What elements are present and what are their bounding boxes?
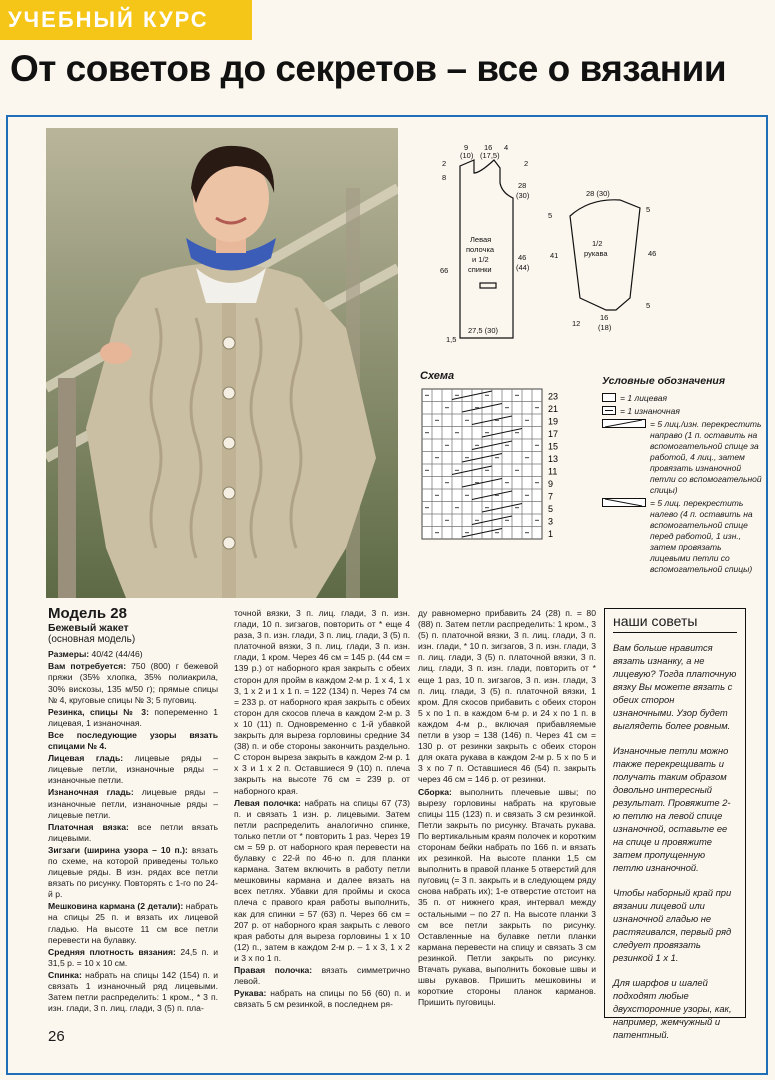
article-paragraph (234, 988, 410, 1010)
paragraph-heading: Вам потребуется: (48, 661, 127, 672)
dim-text: 5 (548, 211, 553, 220)
paragraph-text: выполнить плечевые швы; по вырезу горловины набрать на круговые спицы 115 (123) п. и связать 3 см резинкой. Петли закрыть по рисунку. Втачать рукава. По вертикальным краям полочек и коротким сторонам бейки набрать по 166 п. и вязать их резинкой. На высоте планки 1,5 см выполнить в правой планке 5 отверстий для пуговиц (= 3 п. закрыть и в следующем ряду снова набрать их); 1-е отверстие отстоит на 35 п. от нижнего края, интервал между остальными – по 27 п. На высоте планки 3 см все петли закрыть по рисунку. Оставленные на булавке петли планки кармана перевести на спицу и связать 3 см резинкой. Петли закрыть по рисунку. Втачать рукава, выполнить боковые швы и швы рукавов. Пришить мешковины и короткие стороны планок карманов. Пришить пуговицы. (418, 786, 596, 1008)
sleeve-label: 1/2 (592, 239, 603, 248)
row-number: 13 (548, 454, 559, 464)
tip-paragraph: Вам больше нравится вязать изнанку, а не лицевую? Тогда платочную вязку Вы можете вязать с обеих сторон изнаночными. Узор будет выглядеть более ровным. (613, 642, 737, 731)
row-number: 21 (548, 404, 559, 414)
section-label: УЧЕБНЫЙ КУРС (8, 7, 209, 32)
dim-text: (18) (598, 323, 612, 332)
article-paragraph (234, 965, 410, 987)
chart-title: Схема (420, 370, 455, 382)
paragraph-heading: Сборка: (418, 786, 452, 797)
paragraph-text: 40/42 (44/46) (89, 649, 143, 660)
dim-text: (30) (516, 191, 530, 200)
article-paragraph (48, 947, 218, 969)
dim-text: (17,5) (480, 151, 500, 160)
stitch-chart-svg (420, 385, 600, 545)
page-title: От советов до секретов – все о вязании (10, 48, 727, 89)
article-paragraph (48, 730, 218, 752)
sleeve-label: рукава (584, 249, 608, 258)
paragraph-text: точной вязки, 3 п. лиц. глади, 3 п. изн. глади, 10 п. зигзагов, повторить от * еще 4 раза, 3 п. изн. глади, 3 п. лиц. глади, 3 (5) п. платочной вязки, 3 п. лиц. глади, 3 п. изн. глади, 1 кром. Через 46 см = 145 р. (44 см = 139 р.) от наборного края закрыть с обеих сторон для пройм в каждом 2-м р. 1 х 4, 1 х 3, 1 х 2 и 1 х 1 п. = 122 (134) п. Через 74 см = 233 р. от наборного края закрыть с обеих сторон для скосов плеча в каждом 2-м р. 3 х 10 (11) п. Одновременно с 1-й убавкой закрыть для выреза горловины средние 34 (38) п. и обе стороны закончить раздельно. С сторон выреза закрыть в каждом 2-м р. 1 х 3 и 1 х 2 п. Оставшиеся 9 (10) п. плеча закрыть на высоте 76 см = 239 р. от наборного края. (234, 608, 410, 796)
tip-paragraph: Для шарфов и шалей подходят любые двухсторонние узоры, как, например, жемчужный и патентный. (613, 977, 732, 1040)
row-number: 11 (548, 466, 558, 477)
row-number: 23 (548, 391, 559, 402)
front-label: и 1/2 (472, 255, 489, 264)
photo-illustration (46, 128, 398, 598)
front-label: спинки (468, 265, 492, 274)
page-number: 26 (48, 1028, 65, 1045)
dim-text: 2 (442, 159, 447, 168)
article-column-1 (48, 605, 219, 1015)
paragraph-text: лицевые ряды – лицевые петли, изнаночные ряды – изнаночные петли. (48, 753, 218, 786)
row-number: 19 (548, 416, 559, 427)
dim-text: 8 (442, 173, 447, 182)
article-paragraph (48, 707, 218, 729)
tips-box (604, 608, 746, 1040)
garment-schematics (420, 138, 760, 383)
row-number: 7 (548, 491, 554, 502)
article-paragraph (48, 649, 218, 660)
legend-text: = 5 лиц. перекрестить налево (4 п. оставить на вспомогательной спице перед работой, 1 изн., затем провязать лицевыми петли со вспомогательной спицы) (650, 498, 753, 574)
paragraph-heading: Резинка, спицы № 3: (48, 706, 149, 717)
article-paragraph (234, 798, 410, 964)
front-label: Левая (470, 235, 492, 244)
column-body (234, 608, 410, 1010)
row-number: 17 (548, 429, 559, 439)
paragraph-heading: Изнаночная гладь: (48, 787, 134, 798)
dim-text: 27,5 (30) (468, 326, 499, 335)
legend-text: = 5 лиц./изн. перекрестить направо (1 п. оставить на вспомогательной спице за работой, 4 лиц., затем провязать изнаночной петли со вспомогательной спицы) (650, 419, 762, 495)
article-paragraph (48, 787, 218, 820)
dim-text: 66 (440, 266, 449, 275)
paragraph-heading: Спинка: (48, 969, 82, 980)
article-paragraph (418, 787, 596, 1009)
paragraph-heading: Мешковина кармана (2 детали): (48, 901, 184, 912)
model-subtitle-note: (основная модель) (48, 634, 136, 646)
legend-text: = 1 лицевая (620, 393, 668, 403)
model-photo (46, 128, 398, 598)
article-column-3 (418, 608, 596, 1009)
paragraph-text: набрать на спицы 67 (73) п. и связать 1 изн. р. лицевыми. Затем петли распределить аналогично спинке, только петли от * повторить 1 раз. Через 19 см = 59 р. от наборного края перевести на булавку с 22-й по 46-ю п. для планки кармана. Затем включить в работу петли мешковины кармана и далее вязать на всех петлях. Убавки для проймы и скоса плеча с правого края работы выполнить, как для спинки = 57 (63) п. Через 66 см = 207 р. от наборного края закрыть с левого края работы для выреза горловины 1 х 10 (12) п., затем в каждом 2-м р. – 1 х 3, 1 х 2 и 3 х по 1 п. (234, 797, 410, 963)
dim-text: 46 (648, 249, 657, 258)
paragraph-heading: Средняя плотность вязания: (48, 946, 176, 957)
row-number: 15 (548, 441, 559, 452)
front-label: полочка (466, 245, 495, 254)
tip-paragraph: Изнаночные петли можно также перекрещивать и получать таким образом довольно интересный результат. Провяжите 2-ю петлю на левой спице изнаночной, оставьте ее на спице и провяжите затем пропущенную петлю изнаночной. (613, 745, 731, 873)
paragraph-text: ду равномерно прибавить 24 (28) п. = 80 (88) п. Затем петли распределить: 1 кром., 3 (5) п. платочной вязки, 3 п. лиц. глади, 3 п. изн. глади, * 10 п. зигзагов, 3 п. изн. глади, 3 п. лиц. глади, 3 (5) п. платочной вязки, 3 п. лиц. глади, 3 п. изн. глади, повторить от * еще 1 раз, 10 п. зигзагов, 3 п. изн. глади, 3 п. лиц. глади, 3 (5) п. платочной вязки, 1 кром. Для скосов прибавить с обеих сторон 5 х по 1 п. в каждом 6-м р. и 24 х по 1 п. в каждом 4-м р., включая прибавляемые петли в узор = 138 (146) п. Через 41 см = 130 р. от резинки закрыть с обеих сторон для оката рукава в каждом 2-м р. 5 х по 5 и 3 х по 7 п. Оставшиеся 46 (54) п. закрыть через 46 см = 146 р. от резинки. (418, 608, 596, 785)
legend-item (602, 419, 762, 496)
schematic-svg (420, 138, 760, 383)
article-paragraph (48, 845, 218, 900)
dim-text: 1,5 (446, 335, 457, 344)
paragraph-heading: Все последующие узоры вязать спицами № 4. (48, 729, 218, 752)
row-number: 5 (548, 504, 554, 514)
paragraph-heading: Рукава: (234, 988, 267, 999)
dim-text: 5 (646, 301, 651, 310)
dim-text: 41 (550, 251, 559, 260)
paragraph-text: 750 (800) г бежевой пряжи (35% хлопка, 35% полиакрила, 30% вискозы, 135 м/50 г); прямые спицы № 4, круговые спицы № 3; 5 пуговиц. (48, 661, 219, 705)
row-number: 1 (548, 529, 554, 539)
dim-text: 5 (646, 205, 651, 214)
article-paragraph (418, 608, 596, 786)
column-body (418, 608, 596, 1008)
dim-text: 2 (524, 159, 529, 168)
article-paragraph (48, 822, 218, 844)
paragraph-heading: Платочная вязка: (48, 821, 129, 832)
article-paragraph (48, 753, 218, 786)
paragraph-heading: Лицевая гладь: (48, 753, 124, 764)
row-number: 9 (548, 479, 554, 489)
paragraph-heading: Левая полочка: (234, 797, 301, 808)
dim-text: 28 (30) (586, 189, 610, 198)
stitch-chart (420, 385, 600, 545)
article-paragraph (48, 970, 218, 1014)
dim-text: (10) (460, 151, 474, 160)
cross-right-symbol-icon (602, 419, 646, 428)
cross-left-symbol-icon (602, 498, 646, 507)
paragraph-text: набрать на спицы 142 (154) п. и связать 1 изнаночный ряд лицевыми. Затем петли распределить: 1 кром., * 3 п. изн. глади, 3 п. лиц. глади, 3 (5) п. пла- (48, 969, 218, 1014)
legend-item (602, 393, 762, 404)
dim-text: 16 (484, 143, 493, 152)
legend-item (602, 498, 762, 575)
tips-title: наши советы (613, 615, 737, 633)
section-tab (0, 0, 252, 40)
paragraph-text: набрать на спицы по 56 (60) п. и связать 5 см резинкой, в последнем ря- (234, 988, 410, 1010)
column-body (48, 649, 218, 1014)
purl-symbol-icon (602, 406, 616, 415)
dim-text: 4 (504, 143, 509, 152)
legend (602, 376, 762, 577)
paragraph-heading: Размеры: (48, 649, 90, 660)
article-paragraph (48, 661, 218, 705)
paragraph-text: лицевые ряды – изнаночные петли, изнаночные ряды – лицевые петли. (48, 787, 218, 820)
paragraph-text: все петли вязать лицевыми. (48, 821, 218, 843)
row-number: 3 (548, 516, 554, 527)
paragraph-text: попеременно 1 лицевая, 1 изнаночная. (48, 706, 218, 728)
dim-text: 12 (572, 319, 581, 328)
dim-text: 9 (464, 143, 469, 152)
legend-item (602, 406, 762, 417)
article-paragraph (234, 608, 410, 797)
paragraph-heading: Правая полочка: (234, 965, 313, 975)
paragraph-text: вязать по схеме, на которой приведены только лицевые ряды. В изн. рядах все петли вязать по рисунку. Повторять с 1-го по 24-й р. (48, 844, 218, 900)
model-title: Модель 28 (48, 605, 127, 622)
model-subtitle: Бежевый жакет (48, 622, 129, 635)
article-paragraph (48, 901, 218, 945)
dim-text: (44) (516, 263, 530, 272)
tip-paragraph: Чтобы наборный край при вязании лицевой или изнаночной гладью не растягивался, первый ряд следует провязать резинкой 1 х 1. (613, 887, 732, 963)
legend-title: Условные обозначения (602, 375, 726, 387)
dim-text: 46 (518, 253, 527, 262)
legend-text: = 1 изнаночная (620, 406, 680, 416)
dim-text: 28 (518, 181, 527, 190)
paragraph-text: вязать симметрично левой. (234, 965, 410, 987)
paragraph-text: 24,5 п. и 31,5 р. = 10 х 10 см. (48, 946, 218, 968)
paragraph-heading: Зигзаги (ширина узора – 10 п.): (48, 844, 188, 855)
knit-symbol-icon (602, 393, 616, 402)
paragraph-text: набрать на спицы 25 п. и вязать их лицевой гладью. На высоте 11 см все петли перевести на булавку. (48, 901, 218, 945)
dim-text: 16 (600, 313, 609, 322)
article-column-2 (234, 608, 410, 1011)
